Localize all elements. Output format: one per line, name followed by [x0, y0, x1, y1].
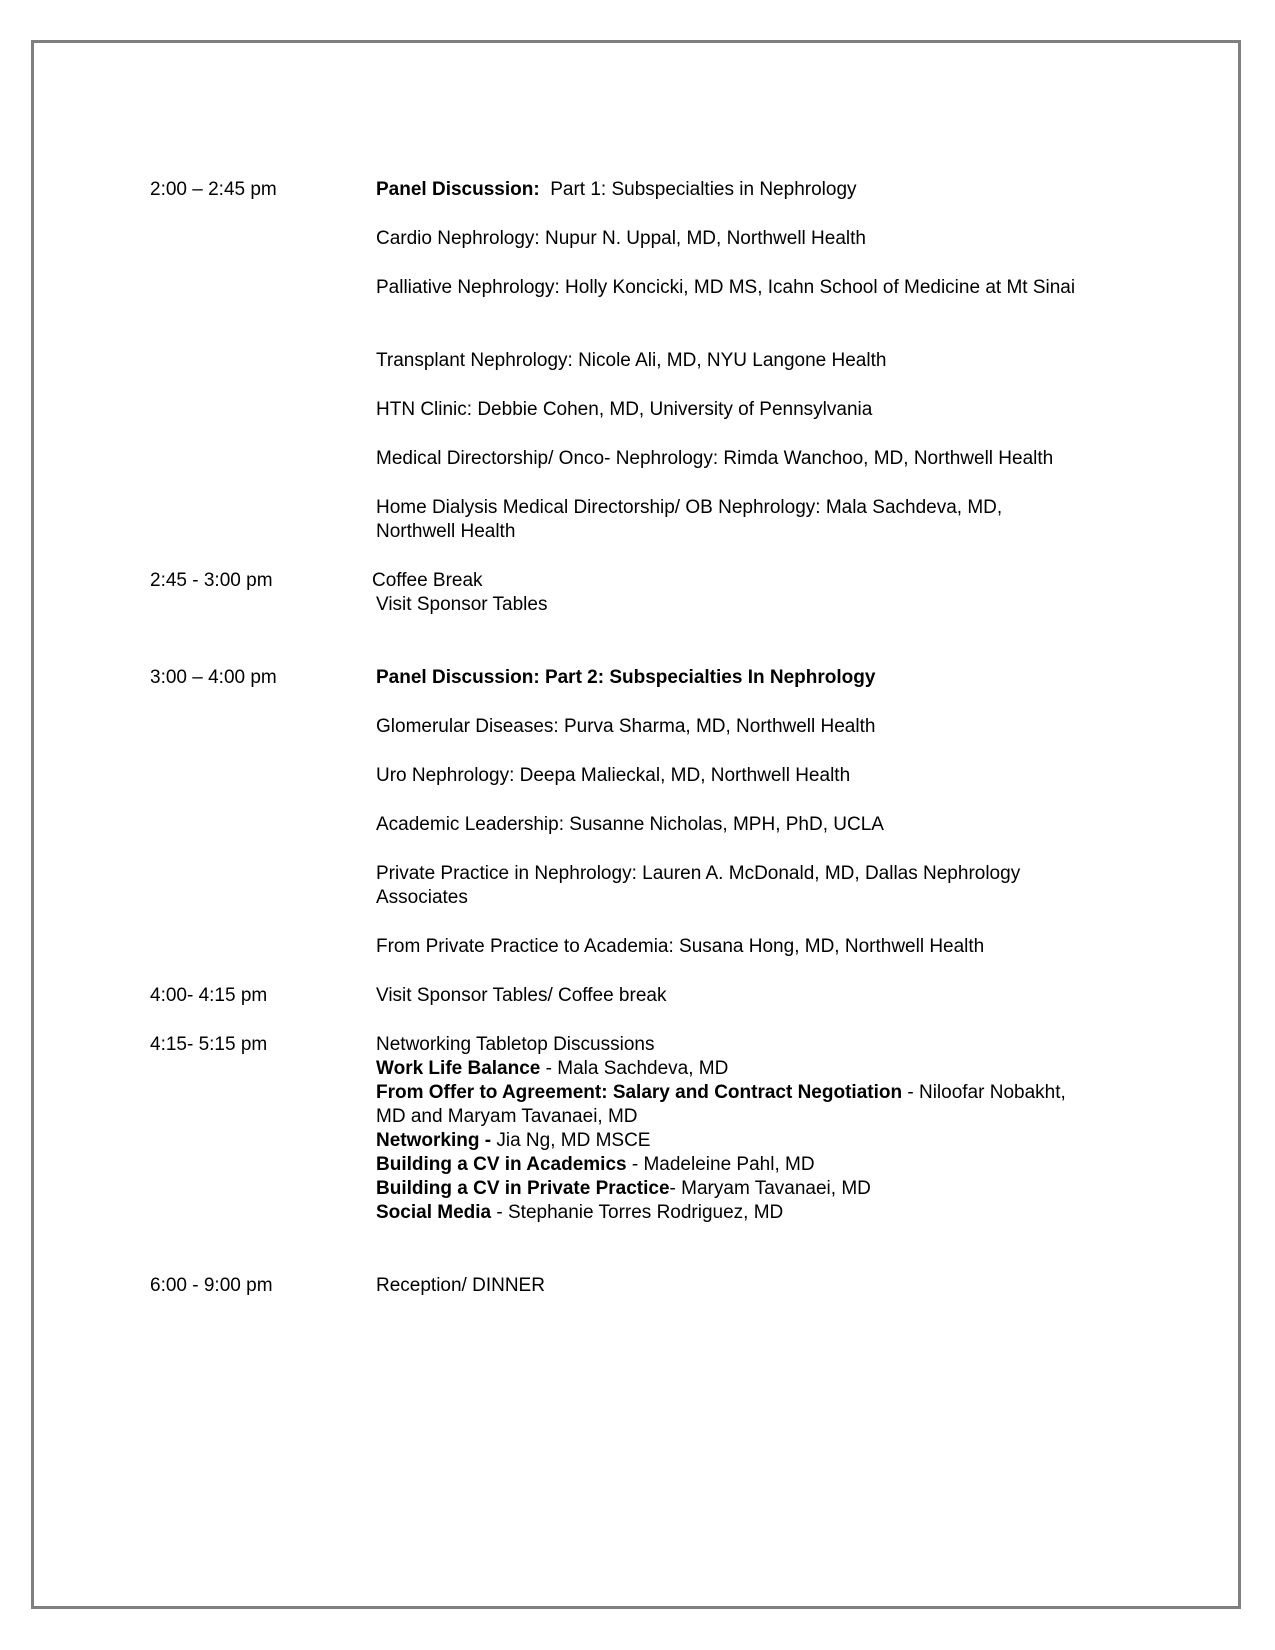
- time-session-4: 4:00- 4:15 pm: [150, 985, 268, 1006]
- session-1-item: Medical Directorship/ Onco- Nephrology: Rimda Wanchoo, MD, Northwell Health: [376, 448, 1054, 469]
- topic-presenter: - Maryam Tavanaei, MD: [669, 1178, 871, 1199]
- topic-presenter: - Madeleine Pahl, MD: [626, 1154, 815, 1175]
- session-3-heading: Panel Discussion: Part 2: Subspecialties In Nephrology: [376, 667, 876, 688]
- time-session-3: 3:00 – 4:00 pm: [150, 667, 277, 688]
- session-1-item: HTN Clinic: Debbie Cohen, MD, University of Pennsylvania: [376, 399, 873, 420]
- time-session-5: 4:15- 5:15 pm: [150, 1034, 268, 1055]
- networking-topic: [376, 1057, 1076, 1081]
- session-4-text: Visit Sponsor Tables/ Coffee break: [376, 985, 667, 1006]
- topic-title: Networking -: [376, 1130, 492, 1151]
- session-1-item: Palliative Nephrology: Holly Koncicki, MD MS, Icahn School of Medicine at Mt Sinai: [376, 277, 1076, 298]
- session-6-text: Reception/ DINNER: [376, 1275, 545, 1296]
- topic-title: Social Media: [376, 1202, 492, 1223]
- session-1-item: Home Dialysis Medical Directorship/ OB Nephrology: Mala Sachdeva, MD, Northwell Health: [376, 497, 1003, 542]
- networking-topic: [376, 1177, 1076, 1201]
- session-3-item: Private Practice in Nephrology: Lauren A. McDonald, MD, Dallas Nephrology Associates: [376, 863, 1021, 908]
- networking-topic: [376, 1129, 1076, 1153]
- networking-topic: [376, 1153, 1076, 1177]
- topic-presenter: - Niloofar Nobakht, MD and Maryam Tavanaei, MD: [376, 1082, 1066, 1127]
- session-1-item: Cardio Nephrology: Nupur N. Uppal, MD, Northwell Health: [376, 228, 866, 249]
- networking-intro: Networking Tabletop Discussions: [376, 1034, 655, 1055]
- session-3-item: Glomerular Diseases: Purva Sharma, MD, Northwell Health: [376, 716, 876, 737]
- session-1-item: Transplant Nephrology: Nicole Ali, MD, NYU Langone Health: [376, 350, 887, 371]
- time-session-6: 6:00 - 9:00 pm: [150, 1275, 273, 1296]
- session-3-item: Uro Nephrology: Deepa Malieckal, MD, Northwell Health: [376, 765, 851, 786]
- topic-presenter: Jia Ng, MD MSCE: [491, 1130, 651, 1151]
- time-session-2: 2:45 - 3:00 pm: [150, 570, 273, 591]
- topic-title: Work Life Balance: [376, 1058, 541, 1079]
- session-1-heading: [376, 178, 1136, 202]
- networking-block: [376, 1033, 1076, 1225]
- visit-sponsor-tables: Visit Sponsor Tables: [376, 594, 548, 615]
- networking-topic: [376, 1081, 1076, 1129]
- coffee-break: Coffee Break: [372, 570, 483, 591]
- time-session-1: 2:00 – 2:45 pm: [150, 179, 277, 200]
- networking-topic: [376, 1201, 1076, 1225]
- topic-title: Building a CV in Academics: [376, 1154, 627, 1175]
- session-1-heading-rest: Part 1: Subspecialties in Nephrology: [539, 179, 857, 200]
- session-3-item: Academic Leadership: Susanne Nicholas, MPH, PhD, UCLA: [376, 814, 884, 835]
- session-3-item: From Private Practice to Academia: Susana Hong, MD, Northwell Health: [376, 936, 985, 957]
- topic-presenter: - Mala Sachdeva, MD: [540, 1058, 729, 1079]
- topic-title: Building a CV in Private Practice: [376, 1178, 670, 1199]
- topic-presenter: - Stephanie Torres Rodriguez, MD: [491, 1202, 784, 1223]
- topic-title: From Offer to Agreement: Salary and Contract Negotiation: [376, 1082, 903, 1103]
- session-1-heading-bold: Panel Discussion:: [376, 179, 540, 200]
